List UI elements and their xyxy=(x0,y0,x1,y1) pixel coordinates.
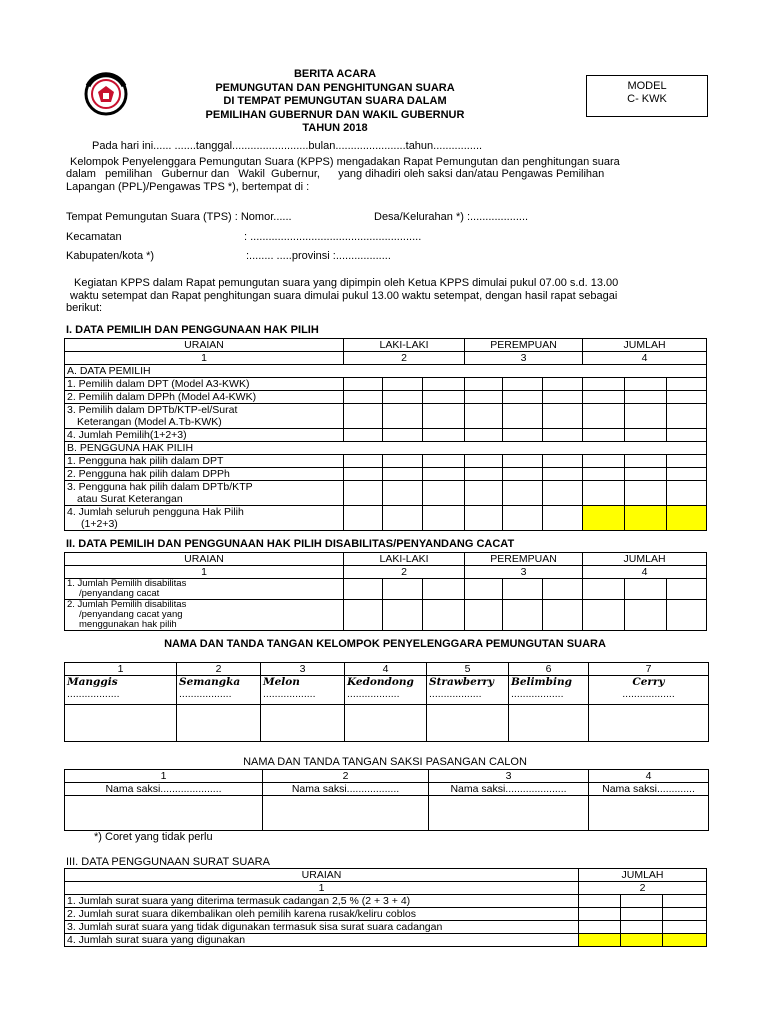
table-row xyxy=(65,481,707,506)
col-num: 3 xyxy=(465,352,583,365)
entry-cell[interactable] xyxy=(423,506,465,531)
saksi-name-field[interactable]: Nama saksi............. xyxy=(589,783,709,796)
entry-cell[interactable] xyxy=(583,391,625,404)
table-row xyxy=(65,921,707,934)
entry-cell[interactable] xyxy=(383,404,423,429)
footnote: *) Coret yang tidak perlu xyxy=(94,831,213,843)
entry-cell[interactable] xyxy=(383,455,423,468)
signature-name: Manggis xyxy=(67,676,118,688)
entry-cell[interactable] xyxy=(423,579,465,600)
model-label: MODEL xyxy=(627,80,667,92)
entry-cell[interactable] xyxy=(583,600,625,631)
col-num: 4 xyxy=(583,352,707,365)
title-line: TAHUN 2018 xyxy=(302,122,368,134)
col-laki: LAKI-LAKI xyxy=(344,339,465,352)
signature-name: Strawberry xyxy=(429,676,494,688)
title-line: BERITA ACARA xyxy=(293,68,377,80)
section1-title: I. DATA PEMILIH DAN PENGGUNAAN HAK PILIH xyxy=(66,324,319,336)
entry-cell[interactable] xyxy=(543,481,583,506)
col-num: 4 xyxy=(345,663,427,676)
entry-cell[interactable] xyxy=(543,429,583,442)
table-row xyxy=(65,908,707,921)
kpps-name-cell xyxy=(65,676,177,705)
entry-cell[interactable] xyxy=(625,429,667,442)
entry-cell[interactable] xyxy=(543,391,583,404)
entry-cell[interactable] xyxy=(465,600,503,631)
entry-cell[interactable] xyxy=(667,468,707,481)
entry-cell[interactable] xyxy=(543,468,583,481)
signature-cell[interactable] xyxy=(261,705,345,742)
entry-cell[interactable] xyxy=(344,391,383,404)
col-uraian: URAIAN xyxy=(65,553,344,566)
highlight-cell[interactable] xyxy=(625,506,667,531)
intro-p1-l1: Kelompok Penyelenggara Pemungutan Suara (KPPS) mengadakan Rapat Pemungutan dan penghitungan suara xyxy=(70,156,620,168)
entry-cell[interactable] xyxy=(423,481,465,506)
signature-cell[interactable] xyxy=(263,796,429,831)
row-label-line: atau Surat Keterangan xyxy=(77,493,183,505)
col-jumlah: JUMLAH xyxy=(579,869,707,882)
table-row xyxy=(65,506,707,531)
signature-dots: .................. xyxy=(347,688,400,700)
entry-cell[interactable] xyxy=(667,600,707,631)
entry-cell[interactable] xyxy=(583,429,625,442)
date-line: Pada hari ini...... .......tanggal.........................bulan.......................tahun................ xyxy=(92,140,483,152)
entry-cell[interactable] xyxy=(465,378,503,391)
entry-cell[interactable] xyxy=(667,378,707,391)
signature-name: Melon xyxy=(263,676,300,688)
entry-cell[interactable] xyxy=(579,895,621,908)
entry-cell[interactable] xyxy=(625,481,667,506)
signature-cell[interactable] xyxy=(589,705,709,742)
entry-cell[interactable] xyxy=(503,429,543,442)
table-row xyxy=(65,404,707,429)
entry-cell[interactable] xyxy=(625,455,667,468)
table-row xyxy=(65,391,707,404)
table-row xyxy=(65,600,707,631)
row-label: 4. Jumlah Pemilih(1+2+3) xyxy=(65,429,344,442)
signature-name: Kedondong xyxy=(347,676,414,688)
entry-cell[interactable] xyxy=(344,455,383,468)
table-row xyxy=(65,455,707,468)
row-label-line: 2. Jumlah Pemilih disabilitas xyxy=(67,599,187,610)
saksi-title: NAMA DAN TANDA TANGAN SAKSI PASANGAN CALON xyxy=(243,756,527,768)
entry-cell[interactable] xyxy=(625,468,667,481)
col-num: 2 xyxy=(263,770,429,783)
row-label-line: /penyandang cacat yang xyxy=(79,609,183,620)
col-num: 2 xyxy=(344,352,465,365)
entry-cell[interactable] xyxy=(621,895,663,908)
kabupaten-label: Kabupaten/kota *) xyxy=(66,250,155,262)
highlight-cell[interactable] xyxy=(621,934,663,947)
entry-cell[interactable] xyxy=(543,378,583,391)
entry-cell[interactable] xyxy=(583,468,625,481)
col-perempuan: PEREMPUAN xyxy=(465,339,583,352)
entry-cell[interactable] xyxy=(583,404,625,429)
section2-table xyxy=(64,552,707,631)
entry-cell[interactable] xyxy=(663,908,707,921)
subsection-b-title: B. PENGGUNA HAK PILIH xyxy=(65,442,707,455)
entry-cell[interactable] xyxy=(344,600,383,631)
saksi-name-field[interactable]: Nama saksi..................... xyxy=(65,783,263,796)
row-label-line: (1+2+3) xyxy=(81,518,118,530)
saksi-name-field[interactable]: Nama saksi.................. xyxy=(263,783,429,796)
entry-cell[interactable] xyxy=(503,600,543,631)
entry-cell[interactable] xyxy=(383,506,423,531)
model-code: C- KWK xyxy=(627,93,667,105)
saksi-table xyxy=(64,769,709,831)
row-label-line: 1. Jumlah Pemilih disabilitas xyxy=(67,578,187,589)
section3-title: III. DATA PENGGUNAAN SURAT SUARA xyxy=(66,856,270,868)
table-row xyxy=(65,429,707,442)
intro-p2-l3: berikut: xyxy=(66,302,103,314)
col-num: 2 xyxy=(579,882,707,895)
row-label xyxy=(65,481,344,506)
col-num: 3 xyxy=(261,663,345,676)
kpps-name-cell xyxy=(261,676,345,705)
row-label-line: Keterangan (Model A.Tb-KWK) xyxy=(77,416,222,428)
entry-cell[interactable] xyxy=(503,391,543,404)
entry-cell[interactable] xyxy=(503,481,543,506)
entry-cell[interactable] xyxy=(625,404,667,429)
signature-cell[interactable] xyxy=(65,796,263,831)
kpps-name-cell xyxy=(427,676,509,705)
entry-cell[interactable] xyxy=(423,455,465,468)
col-laki: LAKI-LAKI xyxy=(344,553,465,566)
row-label-line: 4. Jumlah seluruh pengguna Hak Pilih xyxy=(67,506,244,518)
intro-p2-l1: Kegiatan KPPS dalam Rapat pemungutan suara yang dipimpin oleh Ketua KPPS dimulai pukul 07.00 s.d. 13.00 xyxy=(74,277,619,289)
table-row xyxy=(65,895,707,908)
title-line: PEMUNGUTAN DAN PENGHITUNGAN SUARA xyxy=(215,81,455,94)
col-num: 7 xyxy=(589,663,709,676)
entry-cell[interactable] xyxy=(503,404,543,429)
row-label xyxy=(65,579,344,600)
signature-cell[interactable] xyxy=(177,705,261,742)
section3-table xyxy=(64,868,707,947)
signature-cell[interactable] xyxy=(589,796,709,831)
entry-cell[interactable] xyxy=(383,468,423,481)
signature-dots: .................. xyxy=(179,688,232,700)
entry-cell[interactable] xyxy=(465,579,503,600)
entry-cell[interactable] xyxy=(465,429,503,442)
kpps-signature-table xyxy=(64,662,709,742)
col-num: 1 xyxy=(65,566,344,579)
col-uraian: URAIAN xyxy=(65,869,579,882)
signature-cell[interactable] xyxy=(509,705,589,742)
signature-dots: .................. xyxy=(622,688,675,700)
entry-cell[interactable] xyxy=(383,600,423,631)
kpps-name-cell xyxy=(177,676,261,705)
entry-cell[interactable] xyxy=(667,579,707,600)
highlight-cell[interactable] xyxy=(579,934,621,947)
entry-cell[interactable] xyxy=(423,468,465,481)
entry-cell[interactable] xyxy=(465,391,503,404)
kpps-name-cell xyxy=(345,676,427,705)
col-num: 2 xyxy=(177,663,261,676)
signature-dots: .................. xyxy=(263,688,316,700)
signature-cell[interactable] xyxy=(65,705,177,742)
signature-cell[interactable] xyxy=(429,796,589,831)
kpps-name-cell xyxy=(589,676,709,705)
entry-cell[interactable] xyxy=(423,391,465,404)
entry-cell[interactable] xyxy=(663,921,707,934)
row-label: 1. Jumlah surat suara yang diterima termasuk cadangan 2,5 % (2 + 3 + 4) xyxy=(65,895,579,908)
entry-cell[interactable] xyxy=(583,481,625,506)
entry-cell[interactable] xyxy=(423,429,465,442)
entry-cell[interactable] xyxy=(579,908,621,921)
entry-cell[interactable] xyxy=(503,468,543,481)
kecamatan-label: Kecamatan xyxy=(66,231,122,243)
col-jumlah: JUMLAH xyxy=(583,553,707,566)
table-row xyxy=(65,468,707,481)
row-label xyxy=(65,404,344,429)
entry-cell[interactable] xyxy=(465,481,503,506)
entry-cell[interactable] xyxy=(383,391,423,404)
kpu-logo xyxy=(84,72,128,116)
entry-cell[interactable] xyxy=(344,468,383,481)
col-num: 3 xyxy=(465,566,583,579)
saksi-name-field[interactable]: Nama saksi..................... xyxy=(429,783,589,796)
signature-name: Belimbing xyxy=(511,676,572,688)
table-row xyxy=(65,579,707,600)
signature-dots: .................. xyxy=(429,688,482,700)
entry-cell[interactable] xyxy=(543,600,583,631)
col-num: 1 xyxy=(65,770,263,783)
entry-cell[interactable] xyxy=(465,468,503,481)
entry-cell[interactable] xyxy=(583,455,625,468)
col-perempuan: PEREMPUAN xyxy=(465,553,583,566)
entry-cell[interactable] xyxy=(344,429,383,442)
entry-cell[interactable] xyxy=(423,600,465,631)
row-label: 3. Jumlah surat suara yang tidak digunakan termasuk sisa surat suara cadangan xyxy=(65,921,579,934)
entry-cell[interactable] xyxy=(344,506,383,531)
row-label: 1. Pemilih dalam DPT (Model A3-KWK) xyxy=(65,378,344,391)
entry-cell[interactable] xyxy=(667,391,707,404)
entry-cell[interactable] xyxy=(625,378,667,391)
col-num: 5 xyxy=(427,663,509,676)
table-row xyxy=(65,378,707,391)
entry-cell[interactable] xyxy=(543,404,583,429)
section1-table xyxy=(64,338,707,531)
tps-number: Tempat Pemungutan Suara (TPS) : Nomor...... xyxy=(66,211,292,223)
highlight-cell[interactable] xyxy=(663,934,707,947)
desa-kelurahan: Desa/Kelurahan *) :................... xyxy=(374,211,529,223)
col-jumlah: JUMLAH xyxy=(583,339,707,352)
entry-cell[interactable] xyxy=(423,404,465,429)
row-label-line: /penyandang cacat xyxy=(79,588,160,599)
entry-cell[interactable] xyxy=(579,921,621,934)
entry-cell[interactable] xyxy=(503,378,543,391)
entry-cell[interactable] xyxy=(503,506,543,531)
entry-cell[interactable] xyxy=(383,481,423,506)
entry-cell[interactable] xyxy=(583,579,625,600)
row-label-line: 3. Pemilih dalam DPTb/KTP-el/Surat xyxy=(67,404,238,416)
entry-cell[interactable] xyxy=(344,404,383,429)
subsection-a-title: A. DATA PEMILIH xyxy=(65,365,707,378)
entry-cell[interactable] xyxy=(667,455,707,468)
signature-cell[interactable] xyxy=(427,705,509,742)
intro-p1-l3: Lapangan (PPL)/Pengawas TPS *), bertempat di : xyxy=(66,181,310,193)
document-title xyxy=(150,68,520,136)
entry-cell[interactable] xyxy=(663,895,707,908)
entry-cell[interactable] xyxy=(344,579,383,600)
kpps-title: NAMA DAN TANDA TANGAN KELOMPOK PENYELENGGARA PEMUNGUTAN SUARA xyxy=(164,638,606,650)
row-label: 2. Pemilih dalam DPPh (Model A4-KWK) xyxy=(65,391,344,404)
entry-cell[interactable] xyxy=(465,404,503,429)
entry-cell[interactable] xyxy=(583,378,625,391)
col-num: 6 xyxy=(509,663,589,676)
entry-cell[interactable] xyxy=(543,506,583,531)
signature-dots: .................. xyxy=(67,688,120,700)
entry-cell[interactable] xyxy=(625,600,667,631)
entry-cell[interactable] xyxy=(543,579,583,600)
entry-cell[interactable] xyxy=(625,579,667,600)
entry-cell[interactable] xyxy=(383,429,423,442)
row-label: 2. Jumlah surat suara dikembalikan oleh pemilih karena rusak/keliru coblos xyxy=(65,908,579,921)
col-uraian: URAIAN xyxy=(65,339,344,352)
kabupaten-value: :........ .....provinsi :.................. xyxy=(246,250,391,262)
entry-cell[interactable] xyxy=(503,579,543,600)
entry-cell[interactable] xyxy=(383,579,423,600)
signature-name: Cerry xyxy=(632,676,665,688)
col-num: 4 xyxy=(589,770,709,783)
table-row xyxy=(65,934,707,947)
row-label-line: 3. Pengguna hak pilih dalam DPTb/KTP xyxy=(67,481,253,493)
highlight-cell[interactable] xyxy=(667,506,707,531)
entry-cell[interactable] xyxy=(543,455,583,468)
row-label-line: menggunakan hak pilih xyxy=(79,619,177,630)
entry-cell[interactable] xyxy=(621,908,663,921)
entry-cell[interactable] xyxy=(344,378,383,391)
col-num: 3 xyxy=(429,770,589,783)
col-num: 4 xyxy=(583,566,707,579)
kecamatan-value: : ........................................................ xyxy=(244,231,422,243)
entry-cell[interactable] xyxy=(667,429,707,442)
entry-cell[interactable] xyxy=(344,481,383,506)
col-num: 1 xyxy=(65,882,579,895)
intro-p2-l2: waktu setempat dan Rapat penghitungan suara dimulai pukul 13.00 waktu setempat, dengan hasil rapat sebagai xyxy=(70,290,618,302)
entry-cell[interactable] xyxy=(465,455,503,468)
entry-cell[interactable] xyxy=(423,378,465,391)
section2-title: II. DATA PEMILIH DAN PENGGUNAAN HAK PILIH DISABILITAS/PENYANDANG CACAT xyxy=(66,538,515,550)
title-line: PEMILIHAN GUBERNUR DAN WAKIL GUBERNUR xyxy=(205,108,465,121)
entry-cell[interactable] xyxy=(667,404,707,429)
intro-p1-l2: dalam pemilihan Gubernur dan Wakil Gubernur, yang dihadiri oleh saksi dan/atau Pengawas Pemilihan xyxy=(66,168,605,180)
row-label: 1. Pengguna hak pilih dalam DPT xyxy=(65,455,344,468)
row-label xyxy=(65,506,344,531)
kpps-name-cell xyxy=(509,676,589,705)
entry-cell[interactable] xyxy=(503,455,543,468)
col-num: 1 xyxy=(65,663,177,676)
signature-dots: .................. xyxy=(511,688,564,700)
model-box xyxy=(586,75,708,117)
row-label xyxy=(65,600,344,631)
title-line: DI TEMPAT PEMUNGUTAN SUARA DALAM xyxy=(223,95,447,107)
entry-cell[interactable] xyxy=(465,506,503,531)
entry-cell[interactable] xyxy=(667,481,707,506)
col-num: 1 xyxy=(65,352,344,365)
row-label: 2. Pengguna hak pilih dalam DPPh xyxy=(65,468,344,481)
highlight-cell[interactable] xyxy=(583,506,625,531)
signature-cell[interactable] xyxy=(345,705,427,742)
entry-cell[interactable] xyxy=(625,391,667,404)
row-label: 4. Jumlah surat suara yang digunakan xyxy=(65,934,579,947)
entry-cell[interactable] xyxy=(383,378,423,391)
signature-name: Semangka xyxy=(179,676,241,688)
col-num: 2 xyxy=(344,566,465,579)
entry-cell[interactable] xyxy=(621,921,663,934)
